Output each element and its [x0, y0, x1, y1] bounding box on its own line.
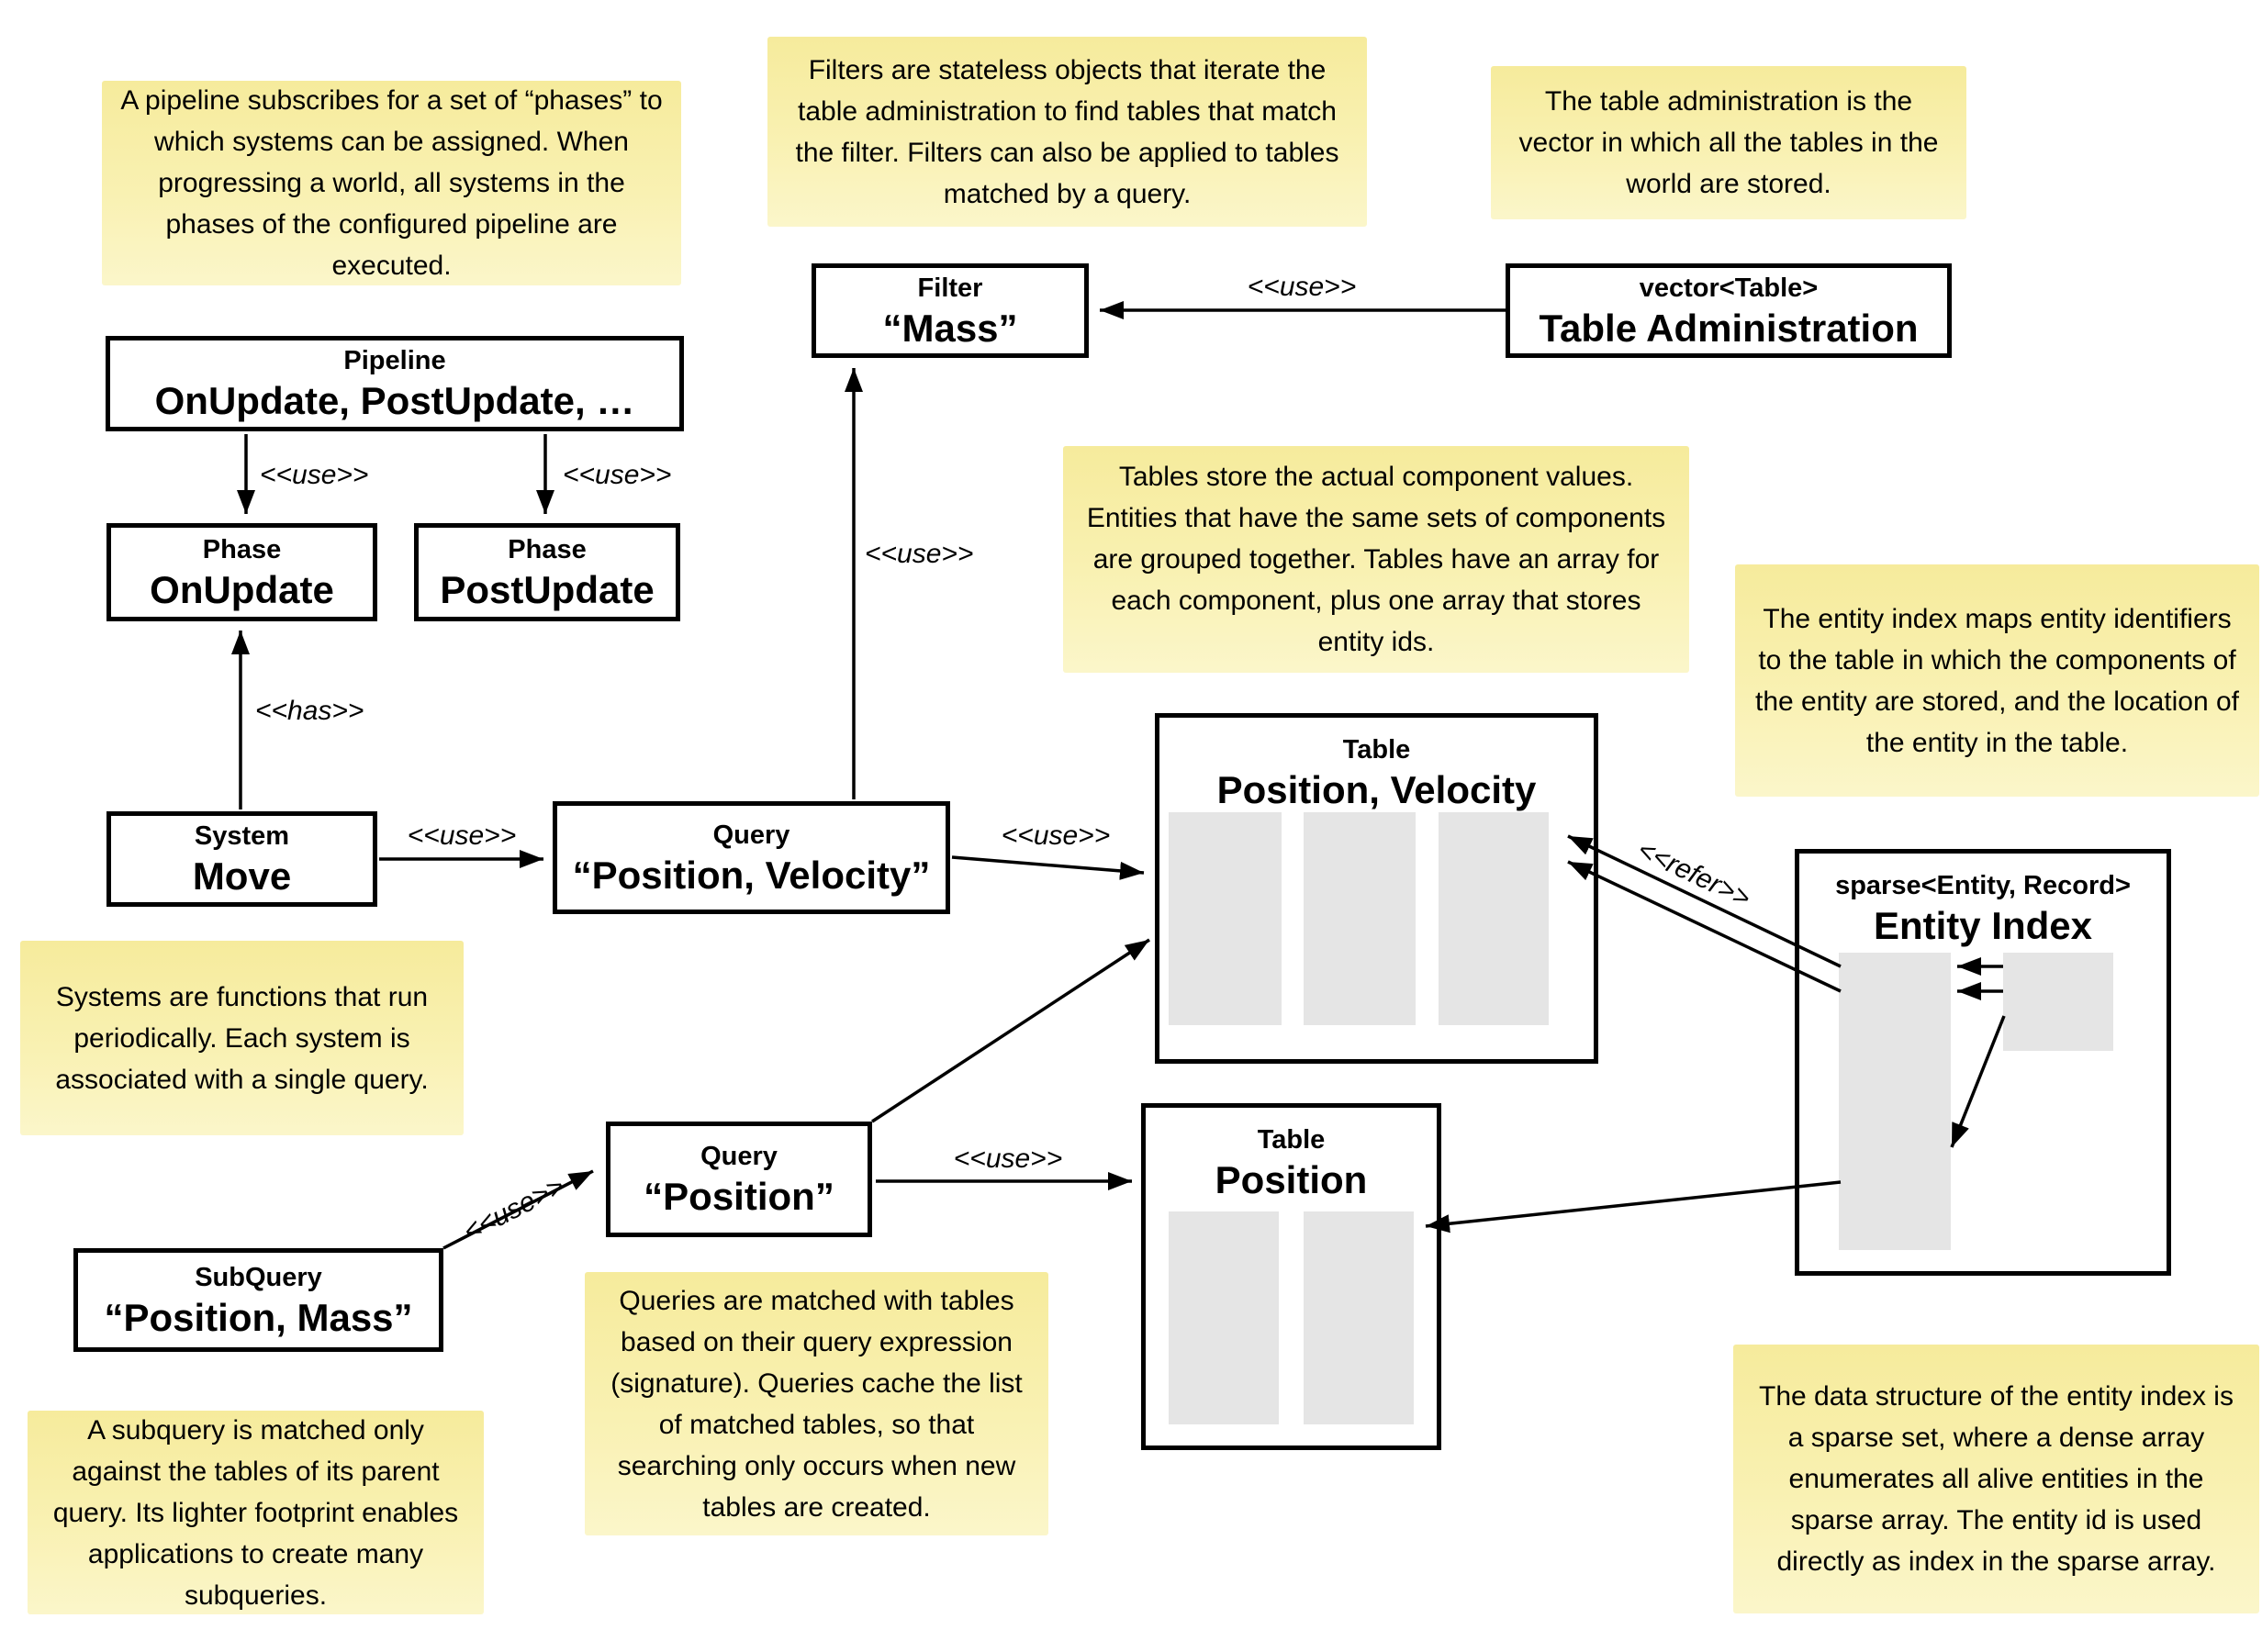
dense-array [2003, 953, 2113, 1051]
table-administration-name: Table Administration [1539, 306, 1919, 350]
query-position-velocity-box [553, 801, 950, 914]
note-subquery: A subquery is matched only against the tables of its parent query. Its lighter footprint enables applications to create many subqueries. [28, 1411, 484, 1614]
has-label-system-phase: <<has>> [255, 696, 364, 726]
use-label-querypv-tablepv: <<use>> [1001, 820, 1111, 851]
table-position-stereotype: Table [1257, 1125, 1326, 1155]
phase-postupdate-stereotype: Phase [508, 534, 587, 564]
subquery-name: “Position, Mass” [104, 1295, 413, 1339]
query-position-name: “Position” [644, 1175, 834, 1218]
system-move-name: Move [192, 854, 292, 898]
query-position-stereotype: Query [700, 1142, 778, 1171]
use-label-tableadmin-filter: <<use>> [1247, 272, 1357, 302]
phase-onupdate-box [106, 523, 377, 621]
arrow-sparse-to-tablepos [1426, 1182, 1841, 1226]
use-label-querypos-tablepos: <<use>> [953, 1144, 1063, 1174]
component-array [1169, 1211, 1279, 1424]
table-position-box [1141, 1103, 1441, 1450]
component-array [1304, 1211, 1414, 1424]
table-position-velocity-name: Position, Velocity [1216, 768, 1537, 811]
refer-label-entityindex-table: <<refer>> [1632, 834, 1755, 914]
arrow-querypv-to-tablepv [952, 857, 1144, 873]
subquery-box [73, 1248, 443, 1352]
use-label-subquery-query: <<use>> [458, 1170, 570, 1248]
component-array [1304, 812, 1416, 1025]
pipeline-name: OnUpdate, PostUpdate, … [154, 379, 635, 422]
table-position-velocity-box [1155, 713, 1598, 1064]
component-array [1439, 812, 1549, 1025]
phase-postupdate-box [414, 523, 680, 621]
arrow-querypos-to-tablepv [872, 940, 1149, 1122]
table-position-velocity-stereotype: Table [1342, 735, 1411, 765]
phase-postupdate-name: PostUpdate [440, 567, 655, 611]
component-array [1169, 812, 1282, 1025]
query-position-box [606, 1122, 872, 1237]
table-administration-box [1506, 263, 1952, 358]
filter-mass-stereotype: Filter [917, 273, 983, 303]
system-move-stereotype: System [194, 821, 290, 851]
entity-index-box [1795, 849, 2171, 1276]
pipeline-stereotype: Pipeline [343, 346, 446, 375]
query-position-velocity-name: “Position, Velocity” [572, 853, 931, 897]
entity-index-stereotype: sparse<Entity, Record> [1835, 871, 2131, 900]
phase-onupdate-name: OnUpdate [150, 567, 334, 611]
phase-onupdate-stereotype: Phase [202, 534, 282, 564]
note-systems: Systems are functions that run periodically. Each system is associated with a single query. [20, 941, 464, 1135]
note-sparse-set: The data structure of the entity index is a sparse set, where a dense array enumerates all alive entities in the sparse array. The entity id is used directly as index in the sparse array. [1733, 1345, 2259, 1613]
note-filters: Filters are stateless objects that iterate the table administration to find tables that match the filter. Filters can also be applied to tables matched by a query. [767, 37, 1367, 227]
table-position-name: Position [1215, 1158, 1368, 1201]
use-label-pipeline-onupdate: <<use>> [260, 460, 369, 490]
use-label-query-filter: <<use>> [865, 539, 974, 569]
sparse-array [1839, 953, 1951, 1250]
subquery-stereotype: SubQuery [195, 1262, 322, 1292]
note-queries: Queries are matched with tables based on their query expression (signature). Queries cache the list of matched tables, so that searching only occurs when new tables are created. [585, 1272, 1048, 1535]
use-label-pipeline-postupdate: <<use>> [563, 460, 672, 490]
note-table-administration: The table administration is the vector in which all the tables in the world are stored. [1491, 66, 1966, 219]
filter-mass-name: “Mass” [882, 306, 1018, 350]
query-position-velocity-stereotype: Query [712, 820, 790, 850]
note-pipeline: A pipeline subscribes for a set of “phases” to which systems can be assigned. When progressing a world, all systems in the phases of the configured pipeline are executed. [102, 81, 681, 285]
entity-index-name: Entity Index [1873, 904, 2093, 947]
note-entity-index: The entity index maps entity identifiers to the table in which the components of the entity are stored, and the location of the entity in the table. [1735, 564, 2259, 797]
filter-mass-box [812, 263, 1089, 358]
note-tables: Tables store the actual component values. Entities that have the same sets of components are grouped together. Tables have an array for each component, plus one array that stores entity ids. [1063, 446, 1689, 673]
system-move-box [106, 811, 377, 907]
table-administration-stereotype: vector<Table> [1639, 273, 1819, 303]
use-label-system-query: <<use>> [407, 820, 517, 851]
pipeline-box [106, 336, 684, 431]
